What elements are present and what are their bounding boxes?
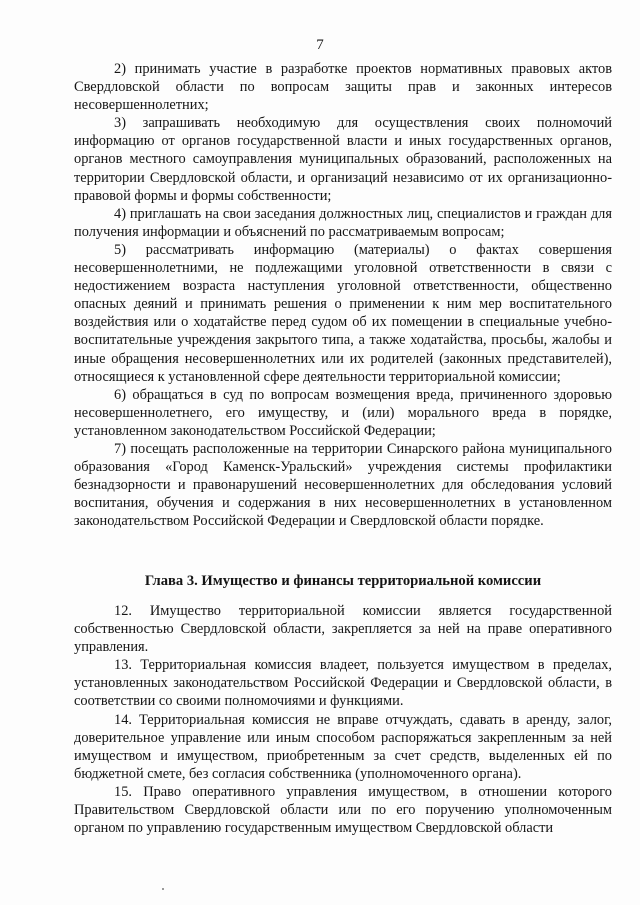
chapter-heading: Глава 3. Имущество и финансы территориальной комиссии — [144, 573, 542, 589]
property-section — [74, 602, 612, 837]
list-item: 12. Имущество территориальной комиссии является государственной собственностью Свердловской области, закрепляется за ней на праве оперативного управления. — [74, 603, 612, 656]
list-item: 3) запрашивать необходимую для осуществления своих полномочий информацию от органов государственной власти и иных государственных органов, органов местного самоуправления муниципальных образований, расположенных на территории Свердловской области, и организаций независимо от их организационно-правовой формы и формы собственности; — [74, 115, 612, 204]
scan-speck — [162, 888, 164, 890]
list-item: 2) принимать участие в разработке проектов нормативных правовых актов Свердловской области по вопросам защиты прав и законных интересов несовершеннолетних; — [74, 61, 612, 114]
page-number: 7 — [316, 37, 324, 53]
list-item: 7) посещать расположенные на территории Синарского района муниципального образования «Город Каменск-Уральский» учреждения системы профилактики безнадзорности и правонарушений несовершеннолетних для обследования условий воспитания, обучения и содержания в них несовершеннолетних в установленном законодательством Российской Федерации и Свердловской области порядке. — [74, 440, 612, 530]
list-item: 15. Право оперативного управления имуществом, в отношении которого Правительством Свердловской области или по его поручению уполномоченным органом по управлению государственным имуществом Свердловской области — [74, 783, 612, 837]
powers-list — [74, 60, 612, 530]
list-item: 5) рассматривать информацию (материалы) о фактах совершения несовершеннолетними, не подлежащими уголовной ответственности в связи с недостижением возраста наступления уголовной ответственности, общественно опасных деяний и принимать решения о применении к ним мер воспитательного воздействия или о ходатайстве перед судом об их помещении в специальные учебно-воспитательные учреждения закрытого типа, а также ходатайства, просьбы, жалобы и иные обращения несовершеннолетних или их родителей (законных представителей), относящиеся к установленной сфере деятельности территориальной комиссии; — [74, 241, 612, 385]
list-item: 6) обращаться в суд по вопросам возмещения вреда, причиненного здоровью несовершеннолетнего, его имуществу, и (или) морального вреда в порядке, установленном законодательством Российской Федерации; — [74, 386, 612, 439]
list-item: 14. Территориальная комиссия не вправе отчуждать, сдавать в аренду, залог, доверительное управление или иным способом распоряжаться закрепленным за ней имуществом и имуществом, приобретенным за счет средств, выделенных ей по бюджетной смете, без согласия собственника (уполномоченного органа). — [74, 711, 612, 782]
list-item: 13. Территориальная комиссия владеет, пользуется имуществом в пределах, установленных законодательством Российской Федерации и Свердловской области, в соответствии со своими полномочиями и функциями. — [74, 657, 612, 710]
list-item: 4) приглашать на свои заседания должностных лиц, специалистов и граждан для получения информации и объяснений по рассматриваемым вопросам; — [74, 205, 612, 240]
